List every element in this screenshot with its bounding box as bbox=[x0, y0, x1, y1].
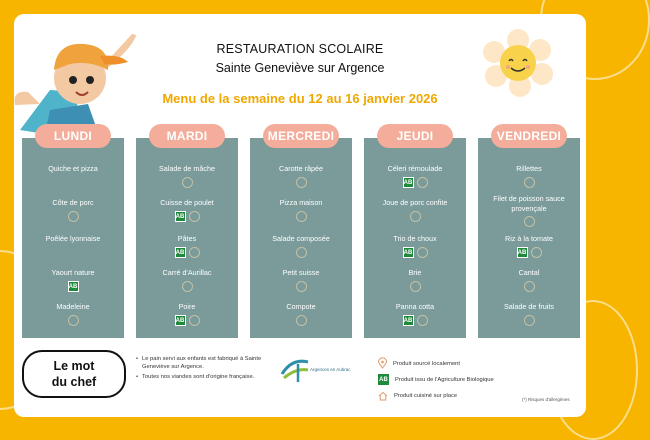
menu-item bbox=[22, 234, 124, 259]
dish-icons bbox=[250, 247, 352, 259]
menu-item bbox=[250, 198, 352, 223]
menu-item bbox=[136, 302, 238, 327]
ab-logo-icon: AB bbox=[175, 315, 186, 326]
house-icon bbox=[189, 211, 200, 222]
dish-icons bbox=[22, 281, 124, 293]
dish-name: Brie bbox=[408, 268, 422, 277]
house-icon bbox=[417, 315, 428, 326]
menu-item bbox=[136, 234, 238, 259]
day-column bbox=[136, 138, 238, 338]
dish-name: Joue de porc confite bbox=[382, 198, 448, 207]
house-icon bbox=[524, 281, 535, 292]
house-icon bbox=[68, 211, 79, 222]
dish-name: Carotte râpée bbox=[279, 164, 323, 173]
dish-icons bbox=[478, 281, 580, 293]
dish-icons bbox=[250, 281, 352, 293]
mot-du-chef-title: du chef bbox=[51, 375, 97, 389]
dish-name: Salade de mâche bbox=[159, 164, 215, 173]
kid-illustration bbox=[10, 20, 140, 140]
chef-note: • Toutes nos viandes sont d'origine française. bbox=[136, 373, 286, 381]
dish-name: Trio de choux bbox=[393, 234, 437, 243]
legend-house bbox=[378, 391, 457, 401]
menu-item bbox=[250, 234, 352, 259]
day-label: MARDI bbox=[149, 124, 225, 148]
house-icon bbox=[189, 315, 200, 326]
page-title: RESTAURATION SCOLAIRE bbox=[216, 42, 384, 56]
location-pin-icon bbox=[378, 358, 387, 369]
menu-item bbox=[364, 198, 466, 223]
house-icon bbox=[524, 315, 535, 326]
chef-note: • Le pain servi aux enfants est fabriqué à Sainte Geneviève sur Argence. bbox=[136, 355, 286, 371]
menu-item bbox=[364, 268, 466, 293]
chef-notes bbox=[136, 355, 286, 381]
mot-du-chef-title: Le mot bbox=[53, 359, 95, 373]
house-icon bbox=[296, 177, 307, 188]
legend-local-label: Produit sourcé localement bbox=[393, 360, 461, 367]
menu-item bbox=[22, 268, 124, 293]
ab-logo-icon: AB bbox=[517, 247, 528, 258]
house-icon bbox=[182, 281, 193, 292]
dish-name: Cantal bbox=[518, 268, 540, 277]
menu-item bbox=[478, 194, 580, 228]
page-subtitle: Sainte Geneviève sur Argence bbox=[215, 61, 385, 75]
day-column bbox=[364, 138, 466, 338]
legend-bio bbox=[378, 374, 494, 385]
ab-logo-icon: AB bbox=[403, 315, 414, 326]
logo-text: Argences en Aubrac bbox=[310, 367, 351, 372]
dish-icons bbox=[478, 247, 580, 259]
dish-icons bbox=[22, 177, 124, 189]
dish-icons bbox=[478, 315, 580, 327]
dish-name: Salade de fruits bbox=[504, 302, 554, 311]
menu-item bbox=[364, 164, 466, 189]
argences-logo bbox=[278, 356, 351, 384]
dish-name: Côte de porc bbox=[52, 198, 94, 207]
dish-name: Pâtes bbox=[177, 234, 197, 243]
menu-item bbox=[250, 268, 352, 293]
house-icon bbox=[296, 315, 307, 326]
dish-name: Petit suisse bbox=[282, 268, 320, 277]
dish-name: Salade composée bbox=[272, 234, 330, 243]
dish-name: Filet de poisson sauce provençale bbox=[493, 194, 565, 213]
menu-item bbox=[250, 302, 352, 327]
menu-item bbox=[22, 164, 124, 189]
dish-icons bbox=[136, 211, 238, 223]
menu-item bbox=[22, 302, 124, 327]
dish-name: Poire bbox=[178, 302, 196, 311]
menu-item bbox=[364, 302, 466, 327]
dish-icons bbox=[250, 211, 352, 223]
menu-item bbox=[136, 164, 238, 189]
ab-logo-icon: AB bbox=[403, 177, 414, 188]
menu-item bbox=[250, 164, 352, 189]
menu-item bbox=[136, 198, 238, 223]
ab-logo-icon: AB bbox=[403, 247, 414, 258]
house-icon bbox=[68, 315, 79, 326]
house-icon bbox=[410, 281, 421, 292]
day-column bbox=[22, 138, 124, 338]
dish-icons bbox=[250, 315, 352, 327]
house-icon bbox=[417, 247, 428, 258]
ab-logo-icon: AB bbox=[68, 281, 79, 292]
day-label: LUNDI bbox=[35, 124, 111, 148]
dish-icons bbox=[22, 315, 124, 327]
dish-name: Riz à la tomate bbox=[505, 234, 553, 243]
house-icon bbox=[296, 247, 307, 258]
day-label: JEUDI bbox=[377, 124, 453, 148]
house-icon bbox=[296, 211, 307, 222]
legend-local bbox=[378, 358, 460, 369]
dish-icons bbox=[364, 211, 466, 223]
dish-icons bbox=[478, 216, 580, 228]
dish-name: Yaourt nature bbox=[51, 268, 95, 277]
menu-item bbox=[136, 268, 238, 293]
house-icon bbox=[296, 281, 307, 292]
legend-house-label: Produit cuisiné sur place bbox=[394, 393, 458, 399]
house-icon bbox=[189, 247, 200, 258]
dish-name: Céleri rémoulade bbox=[387, 164, 443, 173]
house-icon bbox=[410, 211, 421, 222]
dish-icons bbox=[136, 177, 238, 189]
dish-name: Cuisse de poulet bbox=[160, 198, 214, 207]
dish-icons bbox=[364, 281, 466, 293]
dish-icons bbox=[136, 315, 238, 327]
house-icon bbox=[524, 177, 535, 188]
menu-item bbox=[364, 234, 466, 259]
day-label: VENDREDI bbox=[491, 124, 567, 148]
dish-icons bbox=[136, 281, 238, 293]
day-column bbox=[478, 138, 580, 338]
dish-name: Compote bbox=[286, 302, 316, 311]
day-label: MERCREDI bbox=[263, 124, 339, 148]
dish-name: Madeleine bbox=[56, 302, 90, 311]
allergen-note: (*) Risques d'allergènes bbox=[522, 397, 570, 402]
dish-name: Quiche et pizza bbox=[48, 164, 98, 173]
mot-du-chef-bubble bbox=[22, 350, 126, 398]
dish-icons bbox=[364, 177, 466, 189]
dish-icons bbox=[478, 177, 580, 189]
ab-logo-icon: AB bbox=[175, 247, 186, 258]
dish-icons bbox=[22, 247, 124, 259]
house-icon bbox=[531, 247, 542, 258]
menu-item bbox=[22, 198, 124, 223]
ab-logo-icon: AB bbox=[378, 374, 389, 385]
menu-item bbox=[478, 268, 580, 293]
day-column bbox=[250, 138, 352, 338]
dish-name: Rillettes bbox=[516, 164, 542, 173]
menu-item bbox=[478, 234, 580, 259]
house-icon bbox=[524, 216, 535, 227]
dish-name: Carré d'Aurillac bbox=[162, 268, 212, 277]
dish-icons bbox=[136, 247, 238, 259]
house-icon bbox=[378, 391, 388, 401]
menu-item bbox=[478, 302, 580, 327]
ab-logo-icon: AB bbox=[175, 211, 186, 222]
dish-name: Panna cotta bbox=[395, 302, 435, 311]
dish-icons bbox=[22, 211, 124, 223]
dish-icons bbox=[250, 177, 352, 189]
house-icon bbox=[417, 177, 428, 188]
house-icon bbox=[182, 177, 193, 188]
dish-name: Poêlée lyonnaise bbox=[45, 234, 101, 243]
legend-bio-label: Produit issu de l'Agriculture Biologique bbox=[395, 376, 494, 383]
dish-name: Pizza maison bbox=[279, 198, 323, 207]
dish-icons bbox=[364, 247, 466, 259]
week-title: Menu de la semaine du 12 au 16 janvier 2026 bbox=[162, 91, 438, 106]
menu-item bbox=[478, 164, 580, 189]
dish-icons bbox=[364, 315, 466, 327]
